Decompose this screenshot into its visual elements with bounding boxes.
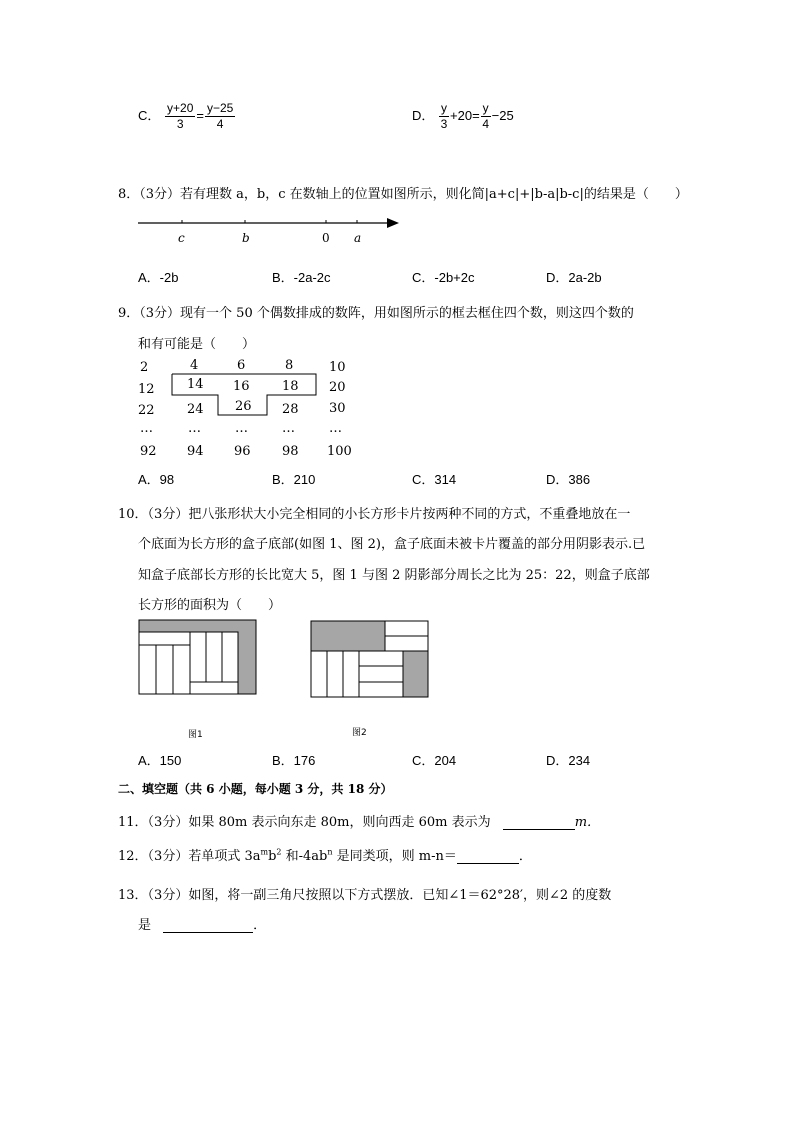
fraction: $\frac{y}{3}$ <box>440 101 448 131</box>
number-array <box>136 358 376 462</box>
array-cell: 98 <box>282 444 299 459</box>
q10-option-a: A．150 <box>138 753 182 768</box>
q10-option-b: B．176 <box>272 753 316 768</box>
array-cell: 18 <box>282 379 299 394</box>
q12-question: 12．（3分）若单项式 $3a^mb^2$ 和$-4ab^n$ 是同类项，则 m-n＝ ． <box>118 847 532 864</box>
fraction: $\frac{y}{4}$ <box>482 101 490 131</box>
q8-option-d: D．2a-2b <box>546 270 602 285</box>
array-cell: 28 <box>282 402 299 417</box>
q9-option-b: B．210 <box>272 472 316 487</box>
array-cell: … <box>188 421 201 436</box>
option-label: D． <box>412 107 435 123</box>
number-line <box>135 212 405 248</box>
section-heading: 二、填空题（共 6 小题，每小题 3 分，共 18 分） <box>118 782 393 796</box>
array-cell: 26 <box>235 399 252 414</box>
q8-option-a: A．-2b <box>138 270 179 285</box>
array-cell: 30 <box>329 401 346 416</box>
option-label: C． <box>138 107 161 123</box>
q10-question-line2: 个底面为长方形的盒子底部(如图 1、图 2)，盒子底面未被卡片覆盖的部分用阴影表示.已 <box>138 537 646 552</box>
array-cell: … <box>282 421 295 436</box>
q9-option-d: D．386 <box>546 472 591 487</box>
q8-option-c: C．-2b+2c <box>412 270 475 285</box>
array-cell: 92 <box>140 444 157 459</box>
q9-question-line2: 和有可能是（ ） <box>138 337 256 352</box>
array-cell: 20 <box>329 380 346 395</box>
axis-label-zero: 0 <box>322 231 330 245</box>
figure-1-caption: 图1 <box>188 730 203 740</box>
axis-label-a: a <box>354 231 362 245</box>
array-cell: 100 <box>327 444 352 459</box>
array-cell: 96 <box>234 444 251 459</box>
array-cell: 4 <box>190 358 199 373</box>
axis-label-b: b <box>242 231 250 245</box>
q11-question: 11．（3分）如果 80m 表示向东走 80m，则向西走 60m 表示为 m． <box>118 815 601 830</box>
array-cell: 16 <box>233 379 250 394</box>
q10-question-line1: 10．（3分）把八张形状大小完全相同的小长方形卡片按两种不同的方式，不重叠地放在一 <box>118 507 631 522</box>
array-cell: 22 <box>138 403 155 418</box>
q9-option-a: A．98 <box>138 472 175 487</box>
answer-blank[interactable] <box>163 919 253 933</box>
answer-blank[interactable] <box>457 850 519 864</box>
array-cell: … <box>329 421 342 436</box>
q7-option-d: D． $\frac{y}{3}$ +20= $\frac{y}{4}$ −25 <box>412 101 514 131</box>
array-cell: … <box>235 421 248 436</box>
axis-label-c: c <box>178 231 185 245</box>
array-cell: 24 <box>187 402 204 417</box>
q10-question-line4: 长方形的面积为（ ） <box>138 598 282 613</box>
arrow-icon <box>387 218 399 228</box>
answer-blank[interactable] <box>503 816 575 830</box>
q9-question-line1: 9．（3分）现有一个 50 个偶数排成的数阵，用如图所示的框去框住四个数，则这四个数的 <box>118 306 634 321</box>
array-cell: 94 <box>187 444 204 459</box>
array-cell: 8 <box>285 358 294 373</box>
q10-option-d: D．234 <box>546 753 591 768</box>
figure-2-caption: 图2 <box>352 728 367 738</box>
figure-1 <box>138 619 258 695</box>
q13-question-line2: 是 ． <box>138 918 267 933</box>
q10-option-c: C．204 <box>412 753 457 768</box>
selection-frame <box>136 358 376 462</box>
q7-option-c: C． $\frac{y+20}{3}$ = $\frac{y-25}{4}$ <box>138 101 234 131</box>
q13-question-line1: 13．（3分）如图，将一副三角尺按照以下方式摆放．已知∠1＝62°28′，则∠2 的度数 <box>118 888 612 903</box>
fraction: $\frac{y-25}{4}$ <box>206 101 234 131</box>
array-cell: 14 <box>187 377 204 392</box>
array-cell: 12 <box>138 382 155 397</box>
array-cell: 2 <box>140 360 149 375</box>
array-cell: … <box>140 421 153 436</box>
q9-option-c: C．314 <box>412 472 457 487</box>
array-cell: 6 <box>237 358 246 373</box>
q8-option-b: B．-2a-2c <box>272 270 331 285</box>
array-cell: 10 <box>329 360 346 375</box>
q8-question: 8．（3分）若有理数 a，b，c 在数轴上的位置如图所示，则化简|a+c|+|b-a|b-c|的结果是（ ） <box>118 187 688 202</box>
fraction: $\frac{y+20}{3}$ <box>167 101 194 131</box>
q10-question-line3: 知盒子底部长方形的长比宽大 5，图 1 与图 2 阴影部分周长之比为 25：22，则盒子底部 <box>138 568 650 583</box>
figure-2 <box>310 620 430 698</box>
